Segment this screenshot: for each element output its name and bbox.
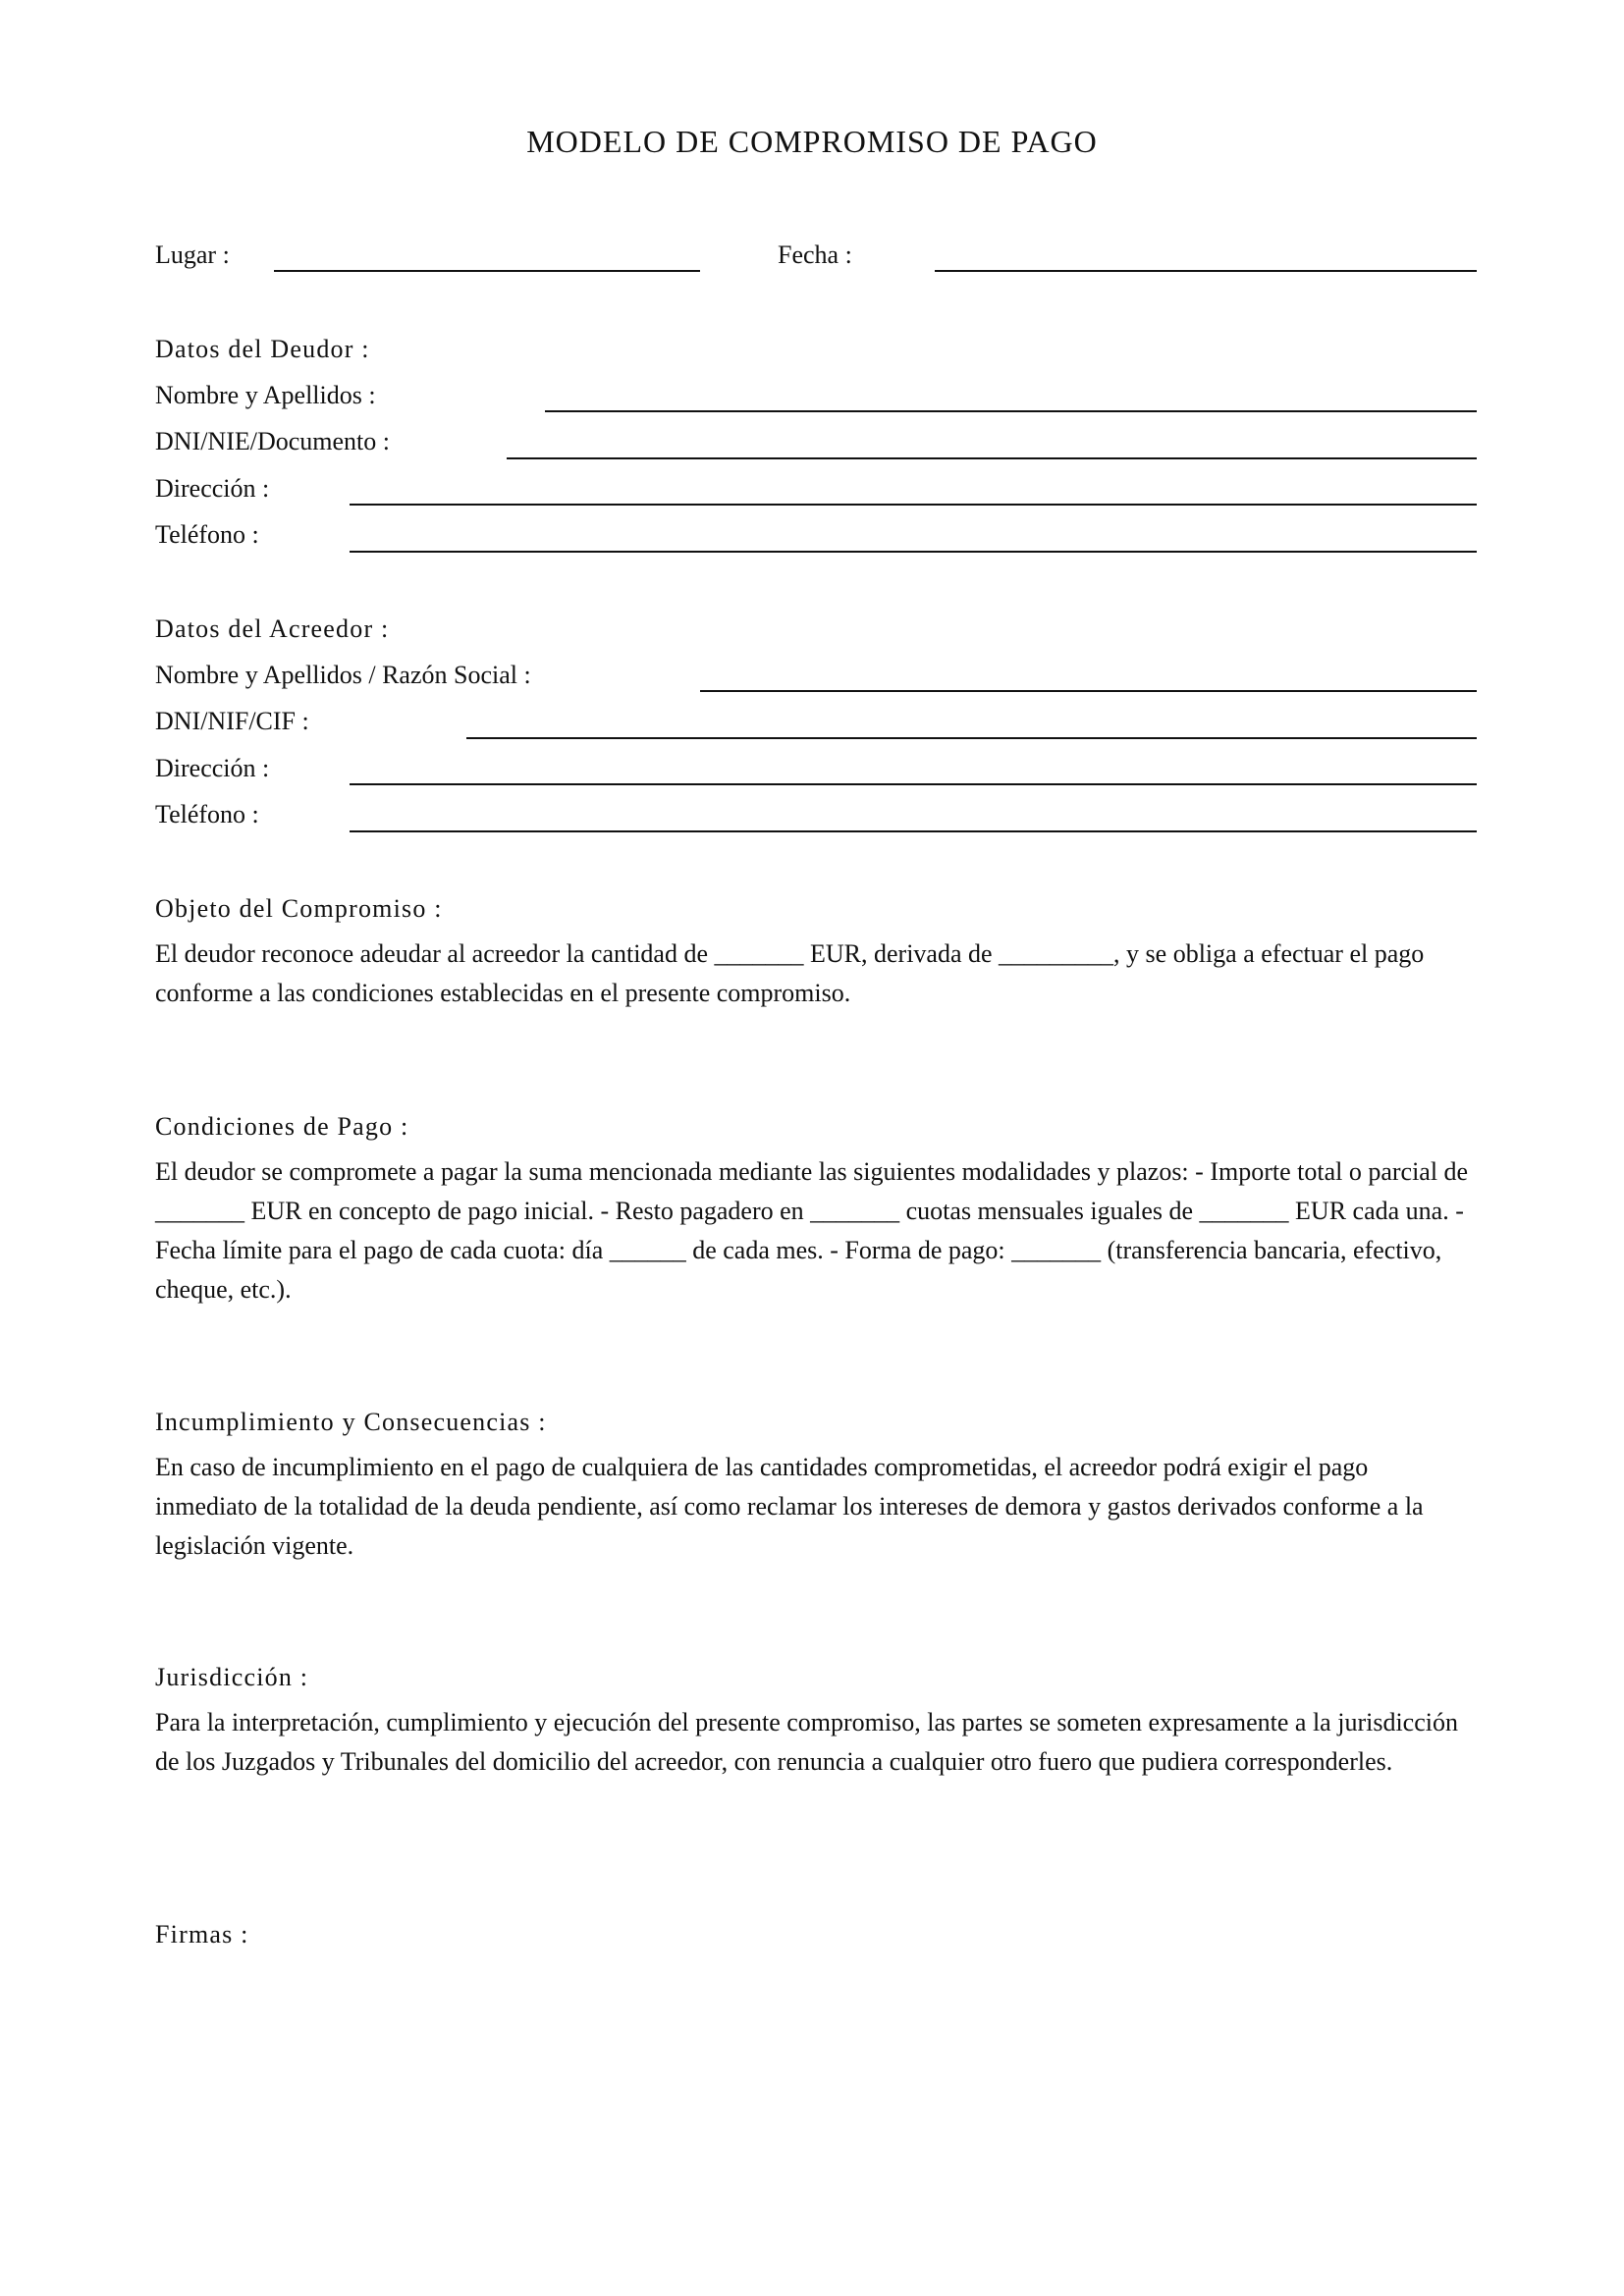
payment-text: El deudor se compromete a pagar la suma mencionada mediante las siguientes modalidades y plazos: - Importe total o parcial de _______ EUR en concepto de pago inicial. - Resto pagadero en _______ cuotas mensuales iguales de _______ EUR cada una. - Fecha límite para el pago de cada cuota: día ______ de cada mes. - Forma de pago: _______ (transferencia bancaria, efectivo, cheque, etc.). — [155, 1157, 1469, 1304]
debtor-id-label: DNI/NIE/Documento : — [155, 427, 391, 455]
creditor-address-label: Dirección : — [155, 754, 270, 782]
debtor-id-field[interactable] — [507, 457, 1477, 459]
signatures-heading: Firmas : — [155, 1920, 249, 1949]
debtor-address-label: Dirección : — [155, 474, 270, 503]
object-heading: Objeto del Compromiso : — [155, 894, 443, 923]
creditor-name-field[interactable] — [700, 690, 1477, 692]
creditor-id-label: DNI/NIF/CIF : — [155, 707, 309, 735]
debtor-phone-label: Teléfono : — [155, 520, 259, 549]
debtor-name-label: Nombre y Apellidos : — [155, 381, 376, 409]
creditor-phone-field[interactable] — [350, 830, 1477, 832]
object-text: El deudor reconoce adeudar al acreedor la cantidad de _______ EUR, derivada de _________, y se obliga a efectuar el pago conforme a las condiciones establecidas en el presente compromiso. — [155, 939, 1425, 1007]
document-title: MODELO DE COMPROMISO DE PAGO — [526, 124, 1098, 159]
jurisdiction-heading: Jurisdicción : — [155, 1663, 309, 1691]
debtor-heading: Datos del Deudor : — [155, 335, 370, 363]
creditor-name-label: Nombre y Apellidos / Razón Social : — [155, 661, 531, 689]
place-field[interactable] — [274, 270, 700, 272]
breach-heading: Incumplimiento y Consecuencias : — [155, 1408, 547, 1436]
date-field[interactable] — [935, 270, 1477, 272]
place-label: Lugar : — [155, 240, 230, 269]
debtor-phone-field[interactable] — [350, 551, 1477, 553]
jurisdiction-text: Para la interpretación, cumplimiento y ejecución del presente compromiso, las partes se someten expresamente a la jurisdicción de los Juzgados y Tribunales del domicilio del acreedor, con renuncia a cualquier otro fuero que pudiera corresponderles. — [155, 1708, 1458, 1776]
breach-text: En caso de incumplimiento en el pago de cualquiera de las cantidades comprometidas, el acreedor podrá exigir el pago inmediato de la totalidad de la deuda pendiente, así como reclamar los intereses de demora y gastos derivados conforme a la legislación vigente. — [155, 1453, 1424, 1560]
creditor-address-field[interactable] — [350, 783, 1477, 785]
creditor-heading: Datos del Acreedor : — [155, 614, 390, 643]
creditor-phone-label: Teléfono : — [155, 800, 259, 828]
debtor-name-field[interactable] — [545, 410, 1477, 412]
date-label: Fecha : — [778, 240, 852, 269]
debtor-address-field[interactable] — [350, 504, 1477, 506]
creditor-id-field[interactable] — [466, 737, 1477, 739]
payment-heading: Condiciones de Pago : — [155, 1112, 409, 1141]
